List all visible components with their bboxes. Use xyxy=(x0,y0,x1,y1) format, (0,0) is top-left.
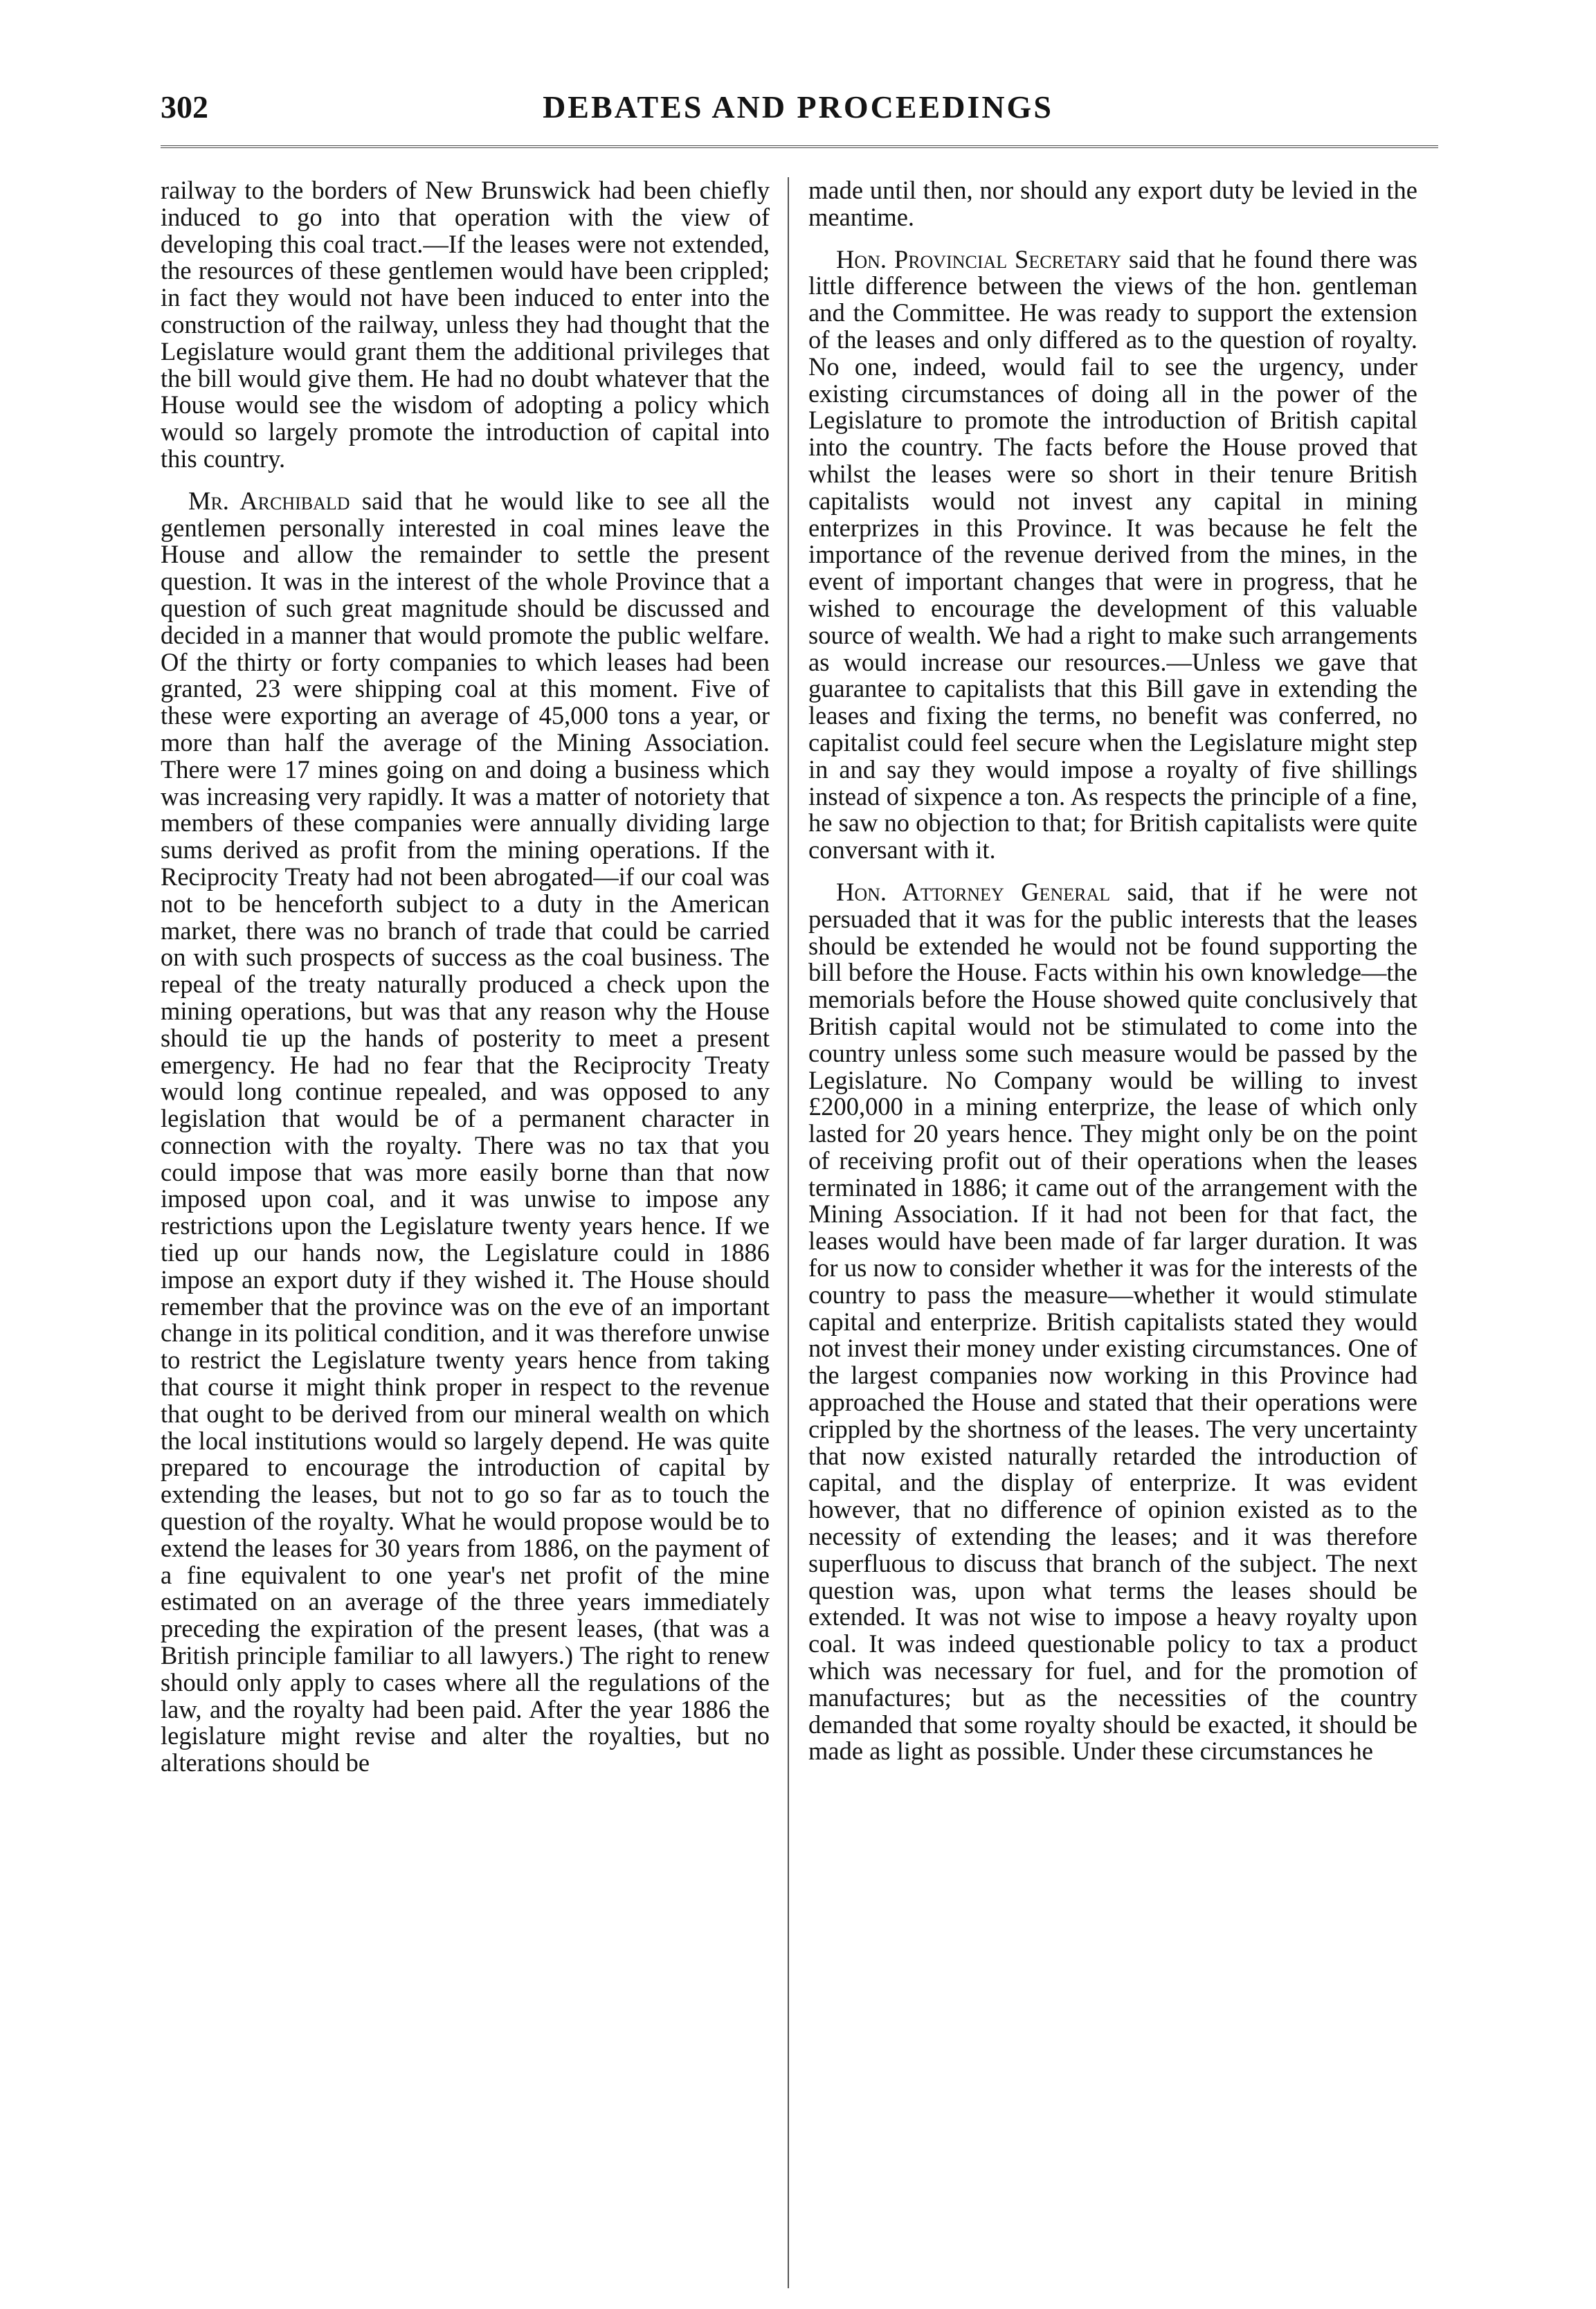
header-rule xyxy=(161,145,1438,148)
speaker-name: Hon. Provincial Secretary xyxy=(836,244,1122,273)
right-column xyxy=(808,177,1417,2288)
paragraph xyxy=(808,246,1417,864)
left-column xyxy=(161,177,770,2288)
running-title: DEBATES AND PROCEEDINGS xyxy=(543,89,1053,125)
speaker-name: Hon. Attorney General xyxy=(836,877,1111,906)
speech-text: said that he found there was little difference between the views of the hon. gentleman and the Committee. He was ready to support the extension of the leases and only differed as to the question of royalty. No one, indeed, would fail to see the urgency, under existing circumstances of doing all in the power of the Legislature to promote the introduction of British capital into the country. The facts before the House proved that whilst the leases were so short in their tenure British capitalists would not invest any capital in mining enterprizes in this Province. It was because he felt the importance of the revenue derived from the mines, in the event of important changes that were in progress, that he wished to encourage the development of this valuable source of wealth. We had a right to make such arrangements as would increase our resources.—Unless we gave that guarantee to capitalists that this Bill gave in extending the leases and fixing the terms, no benefit was conferred, no capitalist could feel secure when the Legislature might step in and say they would impose a royalty of five shillings instead of sixpence a ton. As respects the principle of a fine, he saw no objection to that; for British capitalists were quite conversant with it. xyxy=(808,244,1417,864)
speech-text: said, that if he were not persuaded that it was for the public interests that the leases should be extended he would not be found supporting the bill before the House. Facts within his own knowledge—the memorials before the House showed quite conclusively that British capital would not be stimulated to come into the country unless some such measure would be passed by the Legislature. No Company would be willing to invest £200,000 in a mining enterprize, the lease of which only lasted for 20 years hence. They might only be on the point of receiving profit out of their operations when the leases terminated in 1886; it came out of the arrangement with the Mining Association. If it had not been for that fact, the leases would have been made of far larger duration. It was for us now to consider whether it was for the interests of the country to pass the measure—whether it would stimulate capital and enterprize. British capitalists stated they would not invest their money under existing circumstances. One of the largest companies now working in this Province had approached the House and stated that their operations were crippled by the shortness of the leases. The very uncertainty that now existed naturally retarded the introduction of capital, and the display of enterprize. It was evident however, that no difference of opinion existed as to the necessity of extending the leases; and it was therefore superfluous to discuss that branch of the subject. The next question was, upon what terms the leases should be extended. It was not wise to impose a heavy royalty upon coal. It was indeed questionable policy to tax a product which was necessary for fuel, and for the promotion of manufactures; but as the necessities of the country demanded that some royalty should be exacted, it should be made as light as possible. Under these circumstances he xyxy=(808,877,1417,1766)
paragraph xyxy=(161,488,770,1777)
page-number: 302 xyxy=(161,89,208,125)
speaker-name: Mr. Archibald xyxy=(188,486,350,515)
paragraph: made until then, nor should any export duty be levied in the meantime. xyxy=(808,177,1417,231)
speech-text: said that he would like to see all the gentlemen personally interested in coal mines leave the House and allow the remainder to settle the present question. It was in the interest of the whole Province that a question of such great magnitude should be discussed and decided in a manner that would promote the public welfare. Of the thirty or forty companies to which leases had been granted, 23 were shipping coal at this moment. Five of these were exporting an average of 45,000 tons a year, or more than half the average of the Mining Association. There were 17 mines going on and doing a business which was increasing very rapidly. It was a matter of notoriety that members of these companies were annually dividing large sums derived as profit from the mining operations. If the Reciprocity Treaty had not been abrogated—if our coal was not to be henceforth subject to a duty in the American market, there was no branch of trade that could be carried on with such prospects of success as the coal business. The repeal of the treaty naturally produced a check upon the mining operations, but was that any reason why the House should tie up the hands of posterity to meet a present emergency. He had no fear that the Reciprocity Treaty would long continue repealed, and was opposed to any legislation that would be of a permanent character in connection with the royalty. There was no tax that you could impose that was more easily borne than that now imposed upon coal, and it was unwise to impose any restrictions upon the Legislature twenty years hence. If we tied up our hands now, the Legislature could in 1886 impose an export duty if they wished it. The House should remember that the province was on the eve of an important change in its political condition, and it was therefore unwise to restrict the Legislature twenty years hence from taking that course it might think proper in respect to the revenue that ought to be derived from our mineral wealth on which the local institutions would so largely depend. He was quite prepared to encourage the introduction of capital by extending the leases, but not to go so far as to touch the question of the royalty. What he would propose would be to extend the leases for 30 years from 1886, on the payment of a fine equivalent to one year's net profit of the mine estimated on an average of the three years immediately preceding the expiration of the present leases, (that was a British principle familiar to all lawyers.) The right to renew should only apply to cases where all the regulations of the law, and the royalty had been paid. After the year 1886 the legislature might revise and alter the royalties, but no alterations should be xyxy=(161,486,770,1777)
paragraph: railway to the borders of New Brunswick had been chiefly induced to go into that operation with the view of developing this coal tract.—If the leases were not extended, the resources of these gentlemen would have been crippled; in fact they would not have been induced to enter into the construction of the railway, unless they had thought that the Legislature would grant them the additional privileges that the bill would give them. He had no doubt whatever that the House would see the wisdom of adopting a policy which would so largely promote the introduction of capital into this country. xyxy=(161,177,770,473)
paragraph xyxy=(808,879,1417,1765)
column-divider xyxy=(788,177,789,2288)
